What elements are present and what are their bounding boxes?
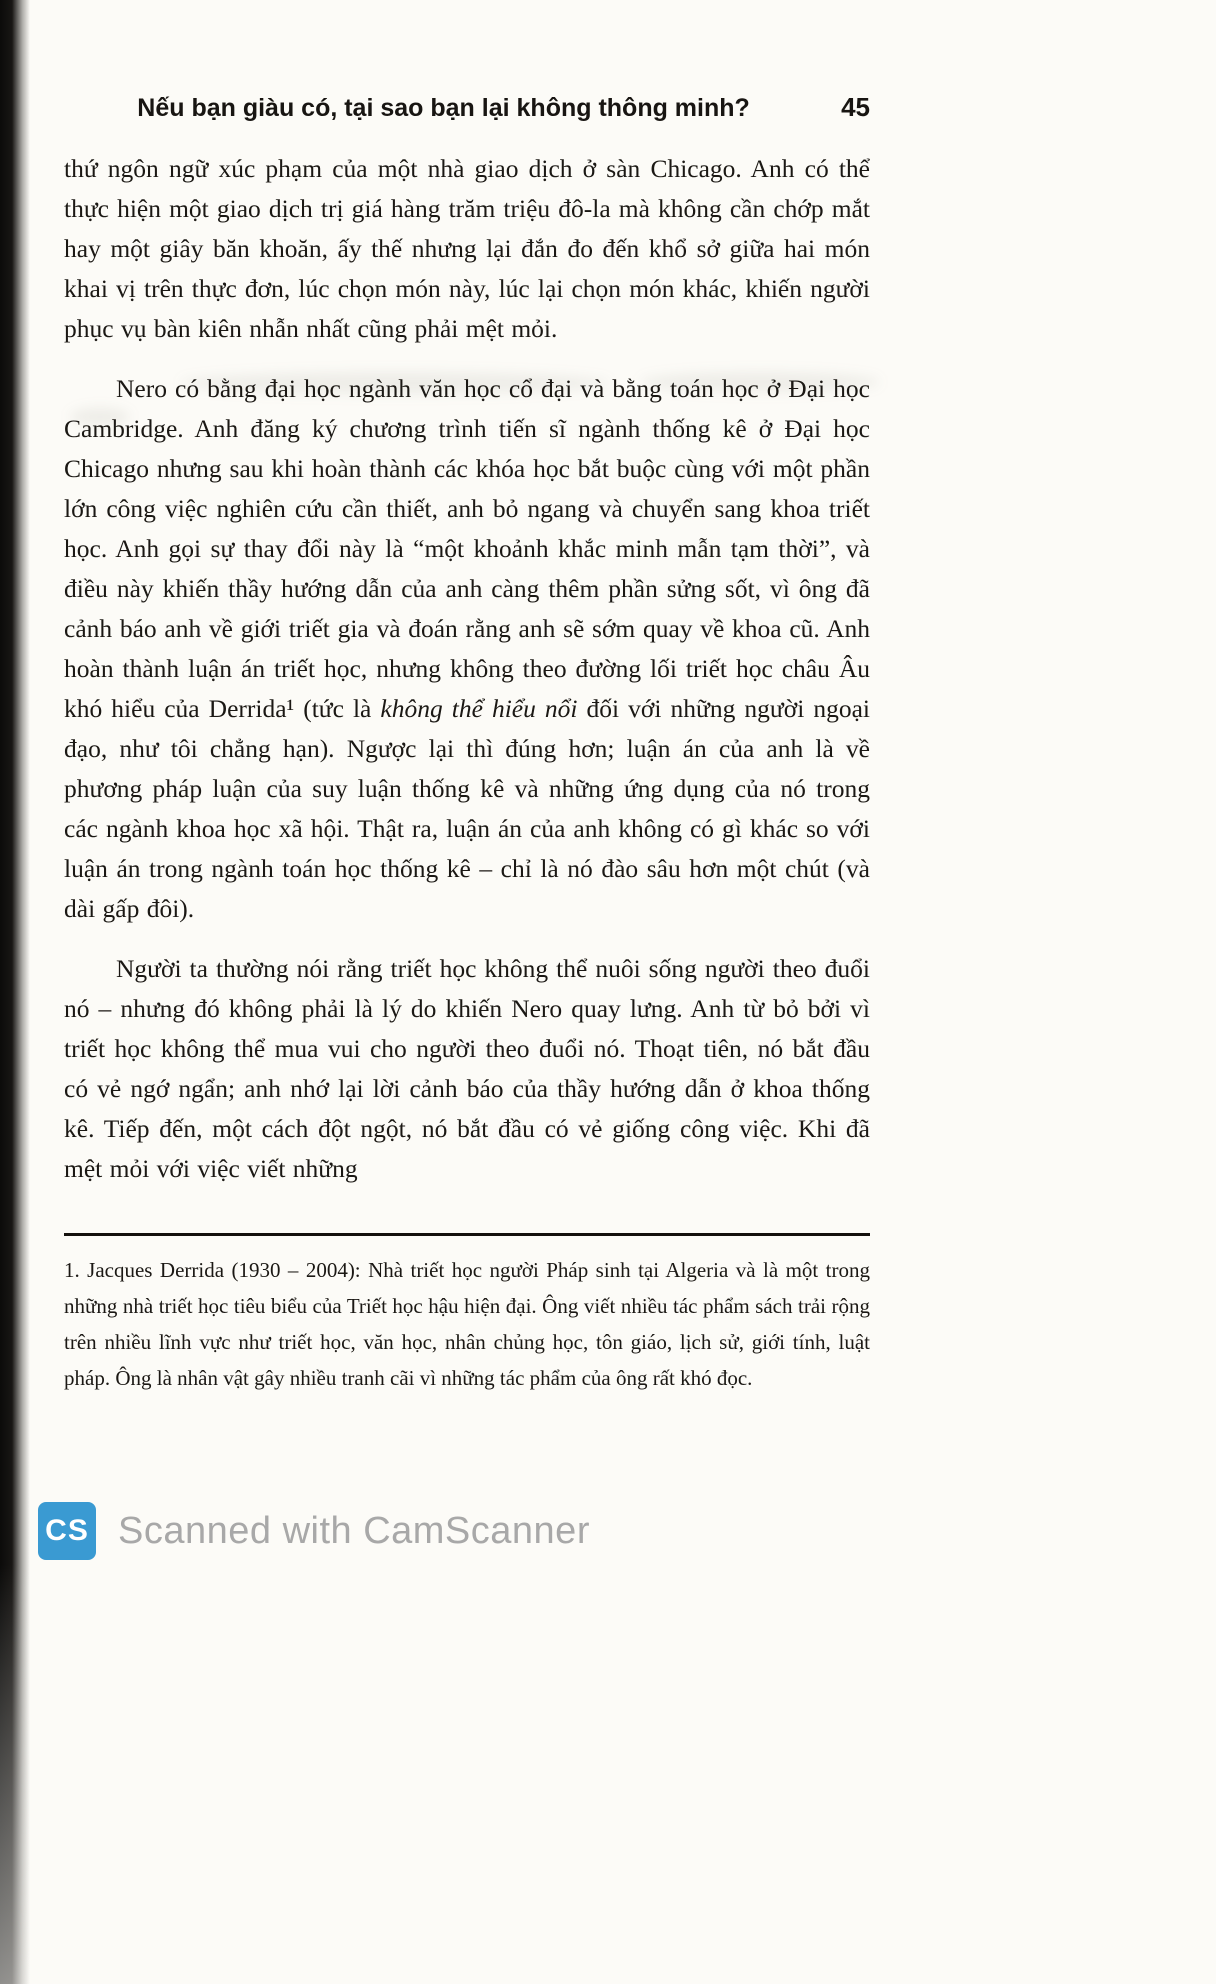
footnote-separator-rule [64, 1233, 870, 1236]
paragraph-3: Người ta thường nói rằng triết học không thể nuôi sống người theo đuổi nó – nhưng đó không phải là lý do khiến Nero quay lưng. Anh từ bỏ bởi vì triết học không thể mua vui cho người theo đuổi nó. Thoạt tiên, nó bắt đầu có vẻ ngớ ngẩn; anh nhớ lại lời cảnh báo của thầy hướng dẫn ở khoa thống kê. Tiếp đến, một cách đột ngột, nó bắt đầu có vẻ giống công việc. Khi đã mệt mỏi với việc viết những [64, 954, 870, 1183]
paragraph-2-text-a: Nero có bằng đại học ngành văn học cổ đại và bằng toán học ở Đại học Cambridge. Anh đăng ký chương trình tiến sĩ ngành thống kê ở Đại học Chicago nhưng sau khi hoàn thành các khóa học bắt buộc cùng với một phần lớn công việc nghiên cứu cần thiết, anh bỏ ngang và chuyển sang khoa triết học. Anh gọi sự thay đổi này là “một khoảnh khắc minh mẫn tạm thời”, và điều này khiến thầy hướng dẫn của anh càng thêm phần sửng sốt, vì ông đã cảnh báo anh về giới triết gia và đoán rằng anh sẽ sớm quay về khoa cũ. Anh hoàn thành luận án triết học, nhưng không theo đường lối triết học châu Âu khó hiểu của Derrida¹ (tức là [64, 374, 870, 723]
footnote-text: 1. Jacques Derrida (1930 – 2004): Nhà triết học người Pháp sinh tại Algeria và là một trong những nhà triết học tiêu biểu của Triết học hậu hiện đại. Ông viết nhiều tác phẩm sách trải rộng trên nhiều lĩnh vực như triết học, văn học, nhân chủng học, tôn giáo, lịch sử, giới tính, luật pháp. Ông là nhân vật gây nhiều tranh cãi vì những tác phẩm của ông rất khó đọc. [64, 1258, 870, 1390]
scan-gutter-shadow [0, 0, 30, 1984]
paragraph-2 [64, 369, 870, 929]
camscanner-watermark [38, 1502, 590, 1560]
paragraph-2-text-b: đối với những người ngoại đạo, như tôi chẳng hạn). Ngược lại thì đúng hơn; luận án của anh là về phương pháp luận của suy luận thống kê và những ứng dụng của nó trong các ngành khoa học xã hội. Thật ra, luận án của anh không có gì khác so với luận án trong ngành toán học thống kê – chỉ là nó đào sâu hơn một chút (và dài gấp đôi). [64, 694, 870, 923]
body-text [64, 149, 870, 1189]
running-header-title: Nếu bạn giàu có, tại sao bạn lại không thông minh? [137, 94, 750, 122]
paragraph-1: thứ ngôn ngữ xúc phạm của một nhà giao dịch ở sàn Chicago. Anh có thể thực hiện một giao dịch trị giá hàng trăm triệu đô-la mà không cần chớp mắt hay một giây băn khoăn, ấy thế nhưng lại đắn đo đến khổ sở giữa hai món khai vị trên thực đơn, lúc chọn món này, lúc lại chọn món khác, khiến người phục vụ bàn kiên nhẫn nhất cũng phải mệt mỏi. [64, 154, 870, 343]
page-content [64, 92, 870, 1396]
page-number: 45 [841, 92, 870, 122]
camscanner-watermark-label: Scanned with CamScanner [118, 1509, 590, 1552]
paragraph-2-italic-phrase: không thể hiểu nổi [380, 694, 578, 723]
page-header [64, 92, 870, 123]
camscanner-logo-icon: CS [38, 1502, 96, 1560]
